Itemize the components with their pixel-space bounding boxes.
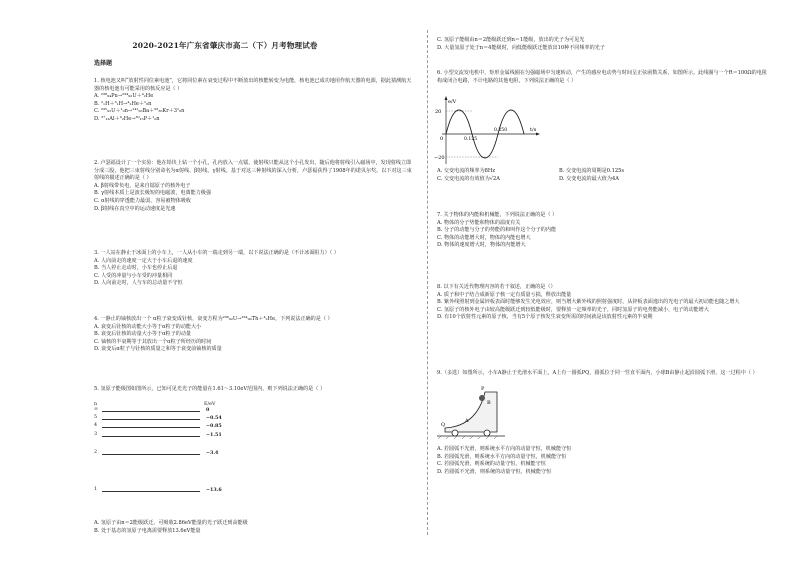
option-c: C. 人受的冲量与小车受的冲量相同 (94, 272, 173, 279)
question-stem: 6. 小型交流发电机中，矩形金属线圈在匀强磁场中匀速转动，产生的感应电动势与时间呈正弦函数关系，如图所示。此线圈与一个R＝100Ω的电阻构成闭合电路，不计电路的其他电阻，下列说法正确的是（ ） (437, 70, 767, 84)
option-b: B. 紫外线照射到金属锌板表面时能够发生光电效应，则当增大紫外线的照射强度时，从锌板表面逸出的光电子的最大初动能也随之增大 (437, 299, 740, 306)
energy-level-line (102, 419, 200, 420)
option-d: D. 人向前走时，人与车的总动量不守恒 (94, 280, 183, 287)
question-7 (437, 212, 769, 250)
question-stem: 3. 一人站在静止于冰面上的小车上，一人从小车的一端走到另一端，以下说法正确的是（不计冰面阻力）（ ） (94, 250, 339, 256)
energy-header: E/eV (204, 402, 216, 407)
y-axis-label: e/V (448, 99, 457, 105)
question-6 (437, 70, 769, 85)
option-d: D. 大量氢原子处于n＝4能级时，向低能级跃迁能放出10种不同频率的光子 (437, 44, 605, 51)
option-a: A. 氢原子由n＝2能级跃迁，可吸收2.86eV能量的光子跃迁到高能级 (94, 520, 248, 526)
question-stem: 8. 以下有关近代物理内容的若干叙述，正确的是（） (437, 284, 556, 290)
question-stem: 4. 一静止的铀核放出一个 α粒子衰变成钍核，衰变方程为²³⁸₉₂U→²³⁴₉₀Th＋⁴₂He，下列说法正确的是（ ） (94, 316, 333, 322)
energy-level-line (102, 427, 200, 428)
question-3 (94, 250, 412, 288)
question-5 (94, 386, 412, 394)
option-d: D. 有10个放射性元素的原子核，当有5个原子核发生衰变所需的时间就是该放射性元素的半衰期 (437, 314, 653, 321)
option-a: A. ²³⁸₉₄Pu→²³⁴₉₂U＋⁴₂He (94, 93, 154, 100)
option-d: D. ²⁷₁₃Al＋⁴₂He→³⁰₁₅P＋¹₀n (94, 115, 160, 122)
level-n-label: 4 (94, 423, 98, 428)
option-b: B. 衰变后钍核的动量大小等于α粒子的动量 (94, 331, 192, 338)
option-b: B. 若圆弧光滑，则系统水平方向的动量守恒，机械能守恒 (437, 453, 567, 460)
option-c: C. 铀核的半衰期等于其放出一个α粒子所经历的时间 (94, 338, 212, 345)
ball-label: B (487, 400, 491, 406)
option-a: A. β射线带负电，是来自镭原子的核外电子 (94, 182, 191, 189)
level-n-label: 2 (94, 450, 98, 455)
option-b: B. 处于基态的氢原子电离需要释放13.6eV能量 (94, 527, 201, 534)
t-axis-arrow (536, 133, 540, 136)
question-6-options (437, 168, 769, 183)
question-1 (94, 78, 412, 124)
exam-title: 2020-2021年广东省肇庆市高二（下）月考物理试卷 (132, 41, 318, 50)
option-b: B. 当人停止走动时，小车也停止后退 (94, 265, 178, 272)
energy-level-line (102, 411, 200, 412)
option-d: D. 交变电流的最大值为4A (559, 175, 619, 182)
option-b: B. γ射线本质上是波长极短的电磁波，电离能力极强 (94, 190, 211, 197)
option-d: D. 衰变后α粒子与钍核的质量之和等于衰变前铀核的质量 (94, 346, 222, 353)
point-q-label: Q (441, 422, 446, 428)
wheel (484, 430, 490, 436)
option-a: A. 若圆弧不光滑，则系统水平方向的动量守恒，机械能守恒 (437, 446, 572, 452)
option-c: C. 若圆弧光滑，则系统的动量守恒，机械能守恒 (437, 461, 546, 468)
level-energy-label: −3.4 (206, 450, 219, 456)
option-c: C. 交变电流的有效值为√2A (437, 175, 500, 182)
cart-arc-figure (437, 382, 507, 440)
level-energy-label: −0.54 (206, 415, 222, 421)
question-2 (94, 160, 412, 213)
question-stem: 1. 核电池又叫“放射性同位素电池”，它将同位素在衰变过程中不断放出的核能转变为电能，核电池已成功地用作航天器的电源，据此猜测航天器的核电池有可能采用的核反应是（ ） (94, 78, 412, 92)
option-row-ab (437, 168, 769, 176)
wheel (452, 430, 458, 436)
question-9 (437, 370, 769, 378)
level-energy-label: −1.51 (206, 432, 222, 438)
cart-label: A (465, 418, 469, 424)
ball (479, 395, 485, 401)
energy-level-line (102, 436, 200, 437)
option-row-cd (437, 176, 769, 184)
y-max-label: 20 (435, 109, 442, 115)
section-heading: 选择题 (94, 60, 113, 67)
option-c: C. 氢原子能级由n＝2能级跃迁到n＝1能级，放出的光子为可见光 (437, 37, 585, 43)
ground-hatching (438, 436, 497, 439)
question-stem: 9.（多选）如图所示，小车A静止于光滑水平面上，A上有一圆弧PQ，圆弧位于同一竖直平面内，小球B由静止起沿圆弧下滑，这一过程中（ ） (437, 370, 758, 376)
option-c: C. ²³⁵₉₂U＋¹₀n→¹⁴¹₅₆Ba＋⁹²₃₆Kr＋3¹₀n (94, 108, 185, 115)
energy-level-line (102, 491, 200, 492)
x-axis-label: t/s (530, 127, 537, 133)
level-energy-label: −13.6 (206, 487, 222, 493)
option-b: B. ²₁H＋³₁H→⁴₂He＋¹₀n (94, 100, 152, 107)
cart-body (445, 392, 497, 432)
column-divider (427, 30, 428, 535)
option-d: D. β射线在真空中的运动速度是光速 (94, 205, 176, 212)
energy-level-diagram (94, 402, 224, 512)
question-4 (94, 316, 412, 354)
option-b: B. 交变电流的周期是0.125s (559, 168, 624, 174)
question-5-options-continued (437, 37, 769, 52)
level-n-label: ∞ (94, 407, 98, 412)
option-a: A. 人向前走的速度一定大于小车后退的速度 (94, 257, 193, 264)
level-energy-label: −0.85 (206, 423, 222, 429)
t-tick-2: 0.250 (494, 128, 508, 133)
level-n-label: 1 (94, 487, 98, 492)
t-tick-1: 0.125 (464, 137, 478, 142)
origin-label: 0 (440, 136, 444, 142)
y-min-label: −20 (434, 155, 445, 161)
option-a: A. 交变电流的频率为8Hz (437, 168, 496, 174)
option-c: C. α射线的穿透能力最弱，容易被物体吸收 (94, 197, 191, 204)
energy-level-line (102, 454, 200, 455)
question-stem: 5. 氢原子能级图如图所示，已知可见光光子的能量在1.61～3.10eV范围内，则下列说法正确的是（ ） (94, 386, 326, 392)
question-stem: 2. 卢瑟福设计了一个实验：他在铅块上钻一个小孔，孔内放入一点镭，使射线只能从这个小孔发出，随后他将射线引入磁场中，发现射线立即分成三股，他把三束射线分别命名为α射线、β射线、γ射线。基于对这三种射线的深入分析，卢瑟福获得了1908年的诺贝尔奖。以下对这三束射线的描述正确的是（ ） (94, 160, 412, 182)
option-a: A. 物体的分子势能和物体的温度有关 (437, 219, 521, 226)
question-9-options (437, 446, 769, 476)
sine-graph (434, 94, 544, 166)
question-8 (437, 284, 769, 322)
n-header: n (94, 402, 98, 407)
option-a: A. 质子和中子结合成新原子核一定有质量亏损，释放出能量 (437, 291, 572, 298)
option-c: C. 氢原子的核外电子由较高能级跃迁到较低能级时，要释放一定频率的光子，同时氢原子的电势能减小，电子的动能增大 (437, 306, 709, 313)
level-energy-label: 0 (206, 407, 210, 413)
level-n-label: 5 (94, 415, 98, 420)
question-5-options (94, 520, 412, 535)
option-c: C. 物体的动能增大时，物体的内能也增大 (437, 234, 531, 241)
question-stem: 7. 关于物体的内能和机械能，下列说法正确的是（ ） (437, 212, 558, 218)
option-d: D. 若圆弧不光滑，则系统的动量守恒，机械能守恒 (437, 468, 552, 475)
option-d: D. 物体的速度增大时，物体的内能增大 (437, 242, 526, 249)
option-b: B. 分子的动能与分子的势能的和叫作这个分子的内能 (437, 227, 557, 234)
option-a: A. 衰变后钍核的动能大小等于α粒子的动能大小 (94, 323, 202, 330)
level-n-label: 3 (94, 432, 98, 437)
point-p-label: P (481, 386, 485, 392)
